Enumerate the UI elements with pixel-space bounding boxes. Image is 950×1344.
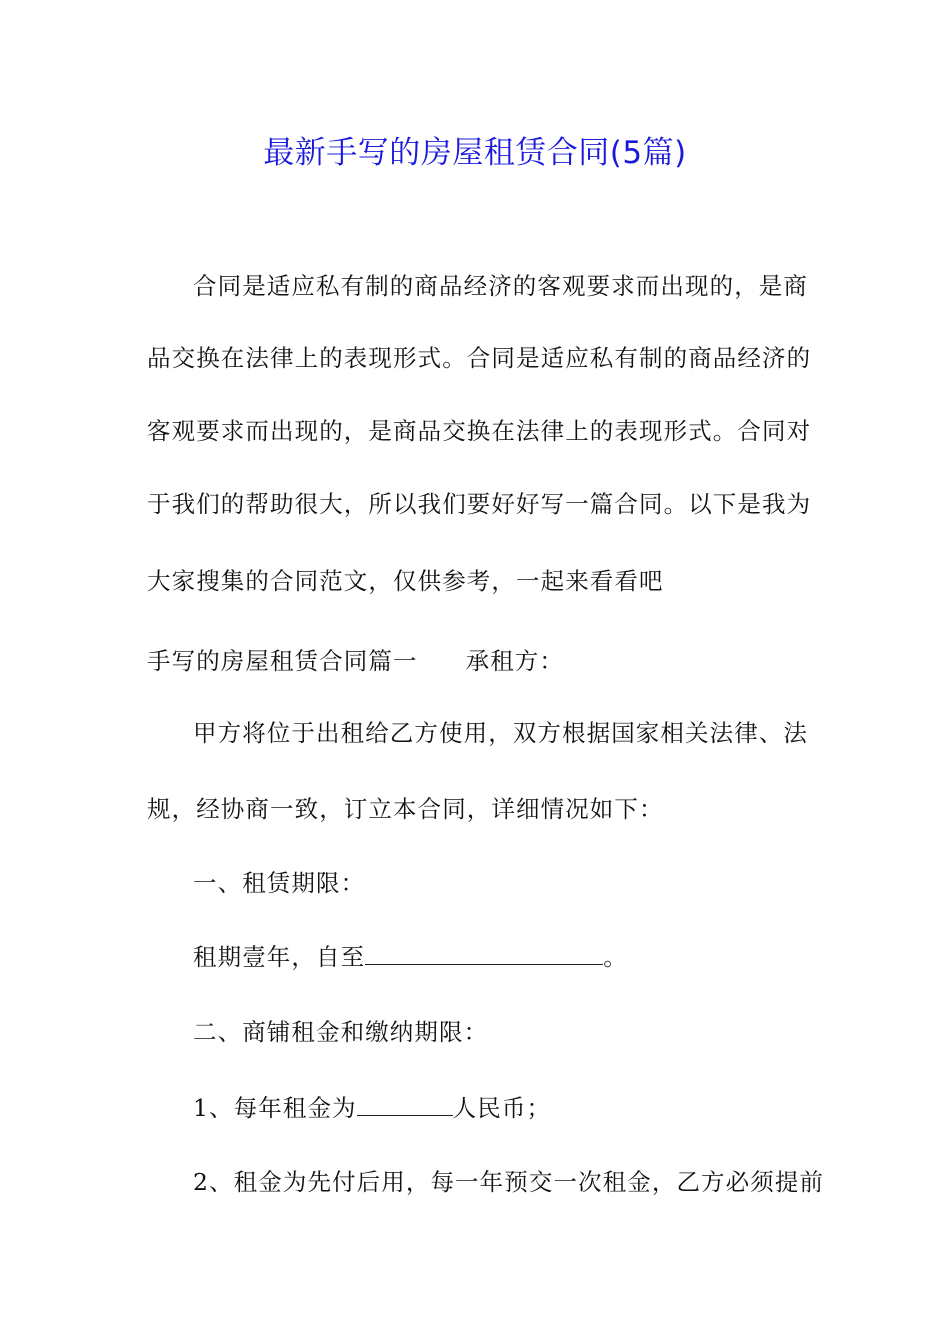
date-blank-line <box>365 940 603 965</box>
intro-line-5: 大家搜集的合同范文，仅供参考，一起来看看吧 <box>147 567 664 595</box>
clause2-item1-after: 人民币； <box>452 1094 552 1122</box>
intro-line-4: 于我们的帮助很大，所以我们要好好写一篇合同。以下是我为 <box>147 490 812 518</box>
para1-line-1: 甲方将位于出租给乙方使用，双方根据国家相关法律、法 <box>193 719 808 747</box>
rent-blank-line <box>357 1091 453 1116</box>
para1-line-2: 规，经协商一致，订立本合同，详细情况如下： <box>147 795 664 823</box>
section-heading: 手写的房屋租赁合同篇一 <box>147 647 418 675</box>
intro-line-3: 客观要求而出现的，是商品交换在法律上的表现形式。合同对 <box>147 417 812 445</box>
clause1-heading: 一、租赁期限： <box>193 869 366 897</box>
clause2-item1-before: 1、每年租金为 <box>193 1094 357 1122</box>
document-title: 最新手写的房屋租赁合同(5篇) <box>263 135 687 171</box>
intro-line-2: 品交换在法律上的表现形式。合同是适应私有制的商品经济的 <box>147 344 812 372</box>
clause1-text-before: 租期壹年，自至 <box>193 943 366 971</box>
intro-line-1: 合同是适应私有制的商品经济的客观要求而出现的，是商 <box>193 272 808 300</box>
section-heading-row <box>147 643 807 679</box>
lessee-label: 承租方： <box>465 647 565 675</box>
clause2-heading: 二、商铺租金和缴纳期限： <box>193 1018 489 1046</box>
clause2-item2: 2、租金为先付后用，每一年预交一次租金，乙方必须提前 <box>193 1168 825 1196</box>
clause2-item1 <box>193 1090 853 1126</box>
clause1-text <box>193 939 853 975</box>
clause1-text-after: 。 <box>603 943 628 971</box>
